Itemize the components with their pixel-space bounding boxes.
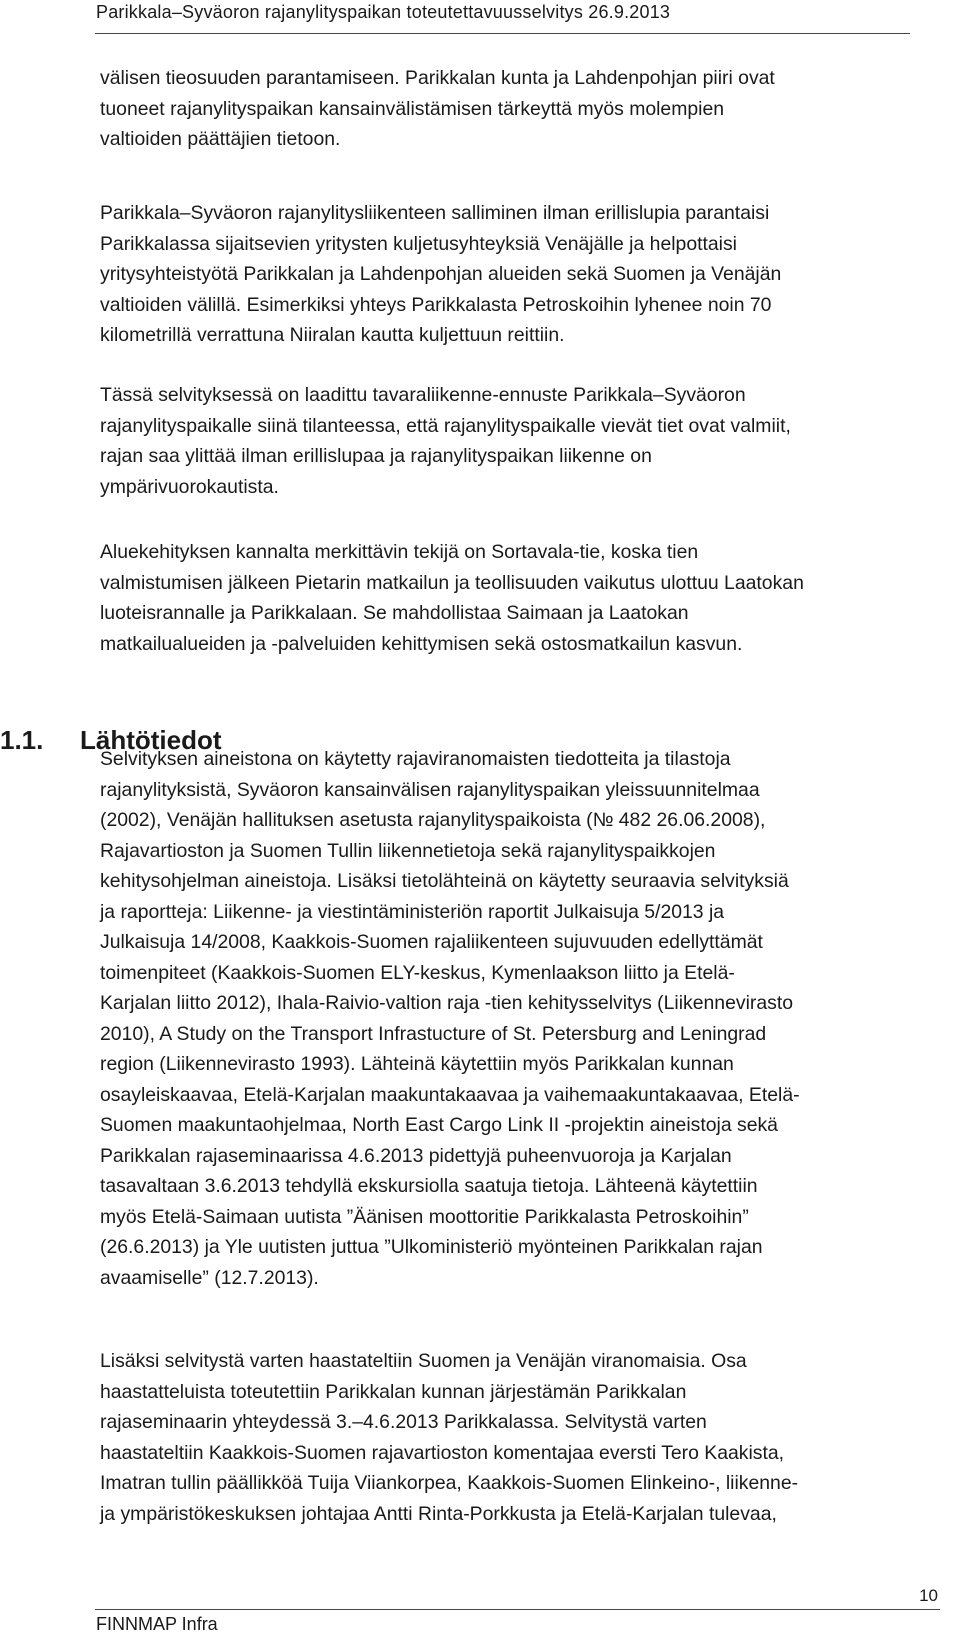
paragraph-4: Aluekehityksen kannalta merkittävin tekijä on Sortavala-tie, koska tien valmistumisen jälkeen Pietarin matkailun ja teollisuuden vaikutus ulottuu Laatokan luoteisrannalle ja Parikkalaan. Se mahdollistaa Saimaan ja Laatokan matkailualueiden ja -palveluiden kehittymisen sekä ostosmatkailun kasvun. xyxy=(100,541,804,655)
footer-divider xyxy=(95,1609,940,1610)
footer-company: FINNMAP Infra xyxy=(96,1614,218,1634)
section-paragraph-1: Selvityksen aineistona on käytetty rajaviranomaisten tiedotteita ja tilastoja rajanylityksistä, Syväoron kansainvälisen rajanylityspaikan yleissuunnitelmaa (2002), Venäjän hallituksen asetusta rajanylityspaikoista (№ 482 26.06.2008), Rajavartioston ja Suomen Tullin liikennetietoja sekä rajanylityspaikkojen kehitysohjelman aineistoja. Lisäksi tietolähteinä on käytetty seuraavia selvityksiä ja raportteja: Liikenne- ja viestintäministeriön raportit Julkaisuja 5/2013 ja Julkaisuja 14/2008, Kaakkois-Suomen rajaliikenteen sujuvuuden edellyttämät toimenpiteet (Kaakkois-Suomen ELY-keskus, Kymenlaakson liitto ja Etelä- Karjalan liitto 2012), Ihala-Raivio-valtion raja -tien kehitysselvitys (Liikennevirasto 2010), A Study on the Transport Infrastucture of St. Petersburg and Leningrad region (Liikennevirasto 1993). Lähteinä käytettiin myös Parikkalan kunnan osayleiskaavaa, Etelä-Karjalan maakuntakaavaa ja vaihemaakuntakaavaa, Etelä- Suomen maakuntaohjelmaa, North East Cargo Link II -projektin aineistoja sekä Parikkalan rajaseminaarissa 4.6.2013 pidettyjä puheenvuoroja ja Karjalan tasavaltaan 3.6.2013 tehdyllä ekskursiolla saatuja tietoja. Lähteenä käytettiin myös Etelä-Saimaan uutista ”Äänisen moottoritie Parikkalasta Petroskoihin” (26.6.2013) ja Yle uutisten juttua ”Ulkoministeriö myönteinen Parikkalan rajan avaamiselle” (12.7.2013). xyxy=(100,748,800,1289)
paragraph-2: Parikkala–Syväoron rajanylitysliikenteen salliminen ilman erillislupia parantaisi Parikkalassa sijaitsevien yritysten kuljetusyhteyksiä Venäjälle ja helpottaisi yritysyhteistyötä Parikkalan ja Lahdenpohjan alueiden sekä Suomen ja Venäjän valtioiden välillä. Esimerkiksi yhteys Parikkalasta Petroskoihin lyhenee noin 70 kilometrillä verrattuna Niiralan kautta kuljettuun reittiin. xyxy=(100,202,782,346)
header-divider xyxy=(95,33,910,34)
section-paragraph-2: Lisäksi selvitystä varten haastateltiin Suomen ja Venäjän viranomaisia. Osa haastatteluista toteutettiin Parikkalan kunnan järjestämän Parikkalan rajaseminaarin yhteydessä 3.–4.6.2013 Parikkalassa. Selvitystä varten haastateltiin Kaakkois-Suomen rajavartioston komentajaa eversti Tero Kaakista, Imatran tullin päällikköä Tuija Viiankorpea, Kaakkois-Suomen Elinkeino-, liikenne- ja ympäristökeskuksen johtajaa Antti Rinta-Porkkusta ja Etelä-Karjalan tulevaa, xyxy=(100,1350,799,1525)
paragraph-3: Tässä selvityksessä on laadittu tavaraliikenne-ennuste Parikkala–Syväoron rajanylityspaikalle siinä tilanteessa, että rajanylityspaikalle vievät tiet ovat valmiit, rajan saa ylittää ilman erillislupaa ja rajanylityspaikan liikenne on ympärivuorokautista. xyxy=(100,384,791,498)
running-header: Parikkala–Syväoron rajanylityspaikan toteutettavuusselvitys 26.9.2013 xyxy=(96,2,671,22)
section-number: 1.1. xyxy=(0,725,44,755)
paragraph-1: välisen tieosuuden parantamiseen. Parikkalan kunta ja Lahdenpohjan piiri ovat tuoneet rajanylityspaikan kansainvälistämisen tärkeyttä myös molempien valtioiden päättäjien tietoon. xyxy=(100,67,775,150)
page-number: 10 xyxy=(919,1586,938,1605)
section-title: Lähtötiedot xyxy=(80,725,222,755)
